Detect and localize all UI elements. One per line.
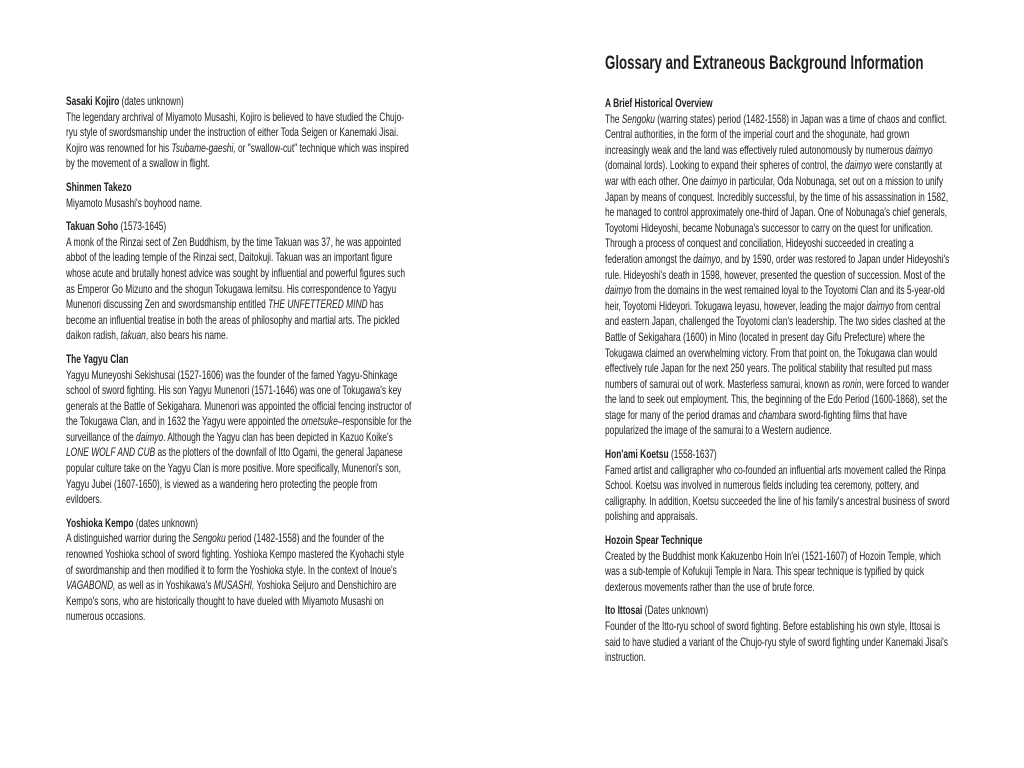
entry-term: Sasaki Kojiro (dates unknown) [66, 94, 184, 108]
entry-term: Hozoin Spear Technique [605, 533, 703, 548]
glossary-entry [66, 516, 412, 625]
entry-term: The Yagyu Clan [66, 351, 129, 366]
right-page-entries [605, 96, 951, 666]
page-title: Glossary and Extraneous Background Information [605, 53, 924, 74]
entry-body: Miyamoto Musashi's boyhood name. [66, 195, 203, 210]
right-page-column [605, 54, 951, 674]
entry-term: Ito Ittosai (Dates unknown) [605, 603, 709, 618]
glossary-entry [66, 219, 412, 344]
entry-body: Famed artist and calligrapher who co-founded an influential arts movement called the Rinpa School. Koetsu was involved in numerous fields including tea ceremony, pottery, and calligraphy. In addition, Koetsu succeeded the line of his family's ancestral business of sword polishing and appraisals. [605, 462, 950, 524]
entry-term: Shinmen Takezo [66, 179, 132, 194]
entry-body: The legendary archrival of Miyamoto Musashi, Kojiro is believed to have studied the Chujo-ryu style of swordsmanship under the instruction of either Toda Seigen or Kanemaki Jisai. Kojiro was renowned for his Tsubame-gaeshi, or "swallow-cut" technique which was inspired by the movement of a swallow in flight. [66, 109, 409, 171]
glossary-entry [66, 352, 412, 508]
entry-term: A Brief Historical Overview [605, 96, 713, 110]
entry-body: A distinguished warrior during the Sengoku period (1482-1558) and the founder of the renowned Yoshioka school of sword fighting. Yoshioka Kempo mastered the Kyohachi style of swordmanship and then modified it to form the Yoshioka style. In the context of Inoue's VAGABOND, as well as in Yoshikawa's MUSASHI, Yoshioka Seijuro and Denshichiro are Kempo's sons, who are historically thought to have dueled with Miyamoto Musashi on numerous occasions. [66, 531, 405, 624]
glossary-entry [605, 533, 951, 595]
glossary-entry [605, 603, 951, 665]
glossary-entry [605, 96, 951, 439]
entry-body: Yagyu Muneyoshi Sekishusai (1527-1606) was the founder of the famed Yagyu-Shinkage school of sword fighting. His son Yagyu Munenori (1571-1646) was one of Tokugawa's key generals at the Battle of Sekigahara. Munenori was appointed the official fencing instructor of the Tokugawa Clan, and in 1632 the Yagyu were appointed the ometsuke–responsible for the surveillance of the daimyo. Although the Yagyu clan has been depicted in Kazuo Koike's LONE WOLF AND CUB as the plotters of the downfall of Itto Ogami, the general Japanese popular culture take on the Yagyu Clan is more positive. More specifically, Munenori's son, Yagyu Jubei (1607-1650), is viewed as a wandering hero protecting the people from evildoers. [66, 367, 412, 507]
glossary-entry [66, 180, 412, 211]
entry-term: Takuan Soho (1573-1645) [66, 219, 167, 234]
glossary-entry [605, 447, 951, 525]
entry-term: Yoshioka Kempo (dates unknown) [66, 515, 198, 530]
entry-body: Founder of the Itto-ryu school of sword fighting. Before establishing his own style, Ittosai is said to have studied a variant of the Chujo-ryu style of sword fighting under Kanemaki Jisai's instruction. [605, 619, 948, 665]
entry-body: The Sengoku (warring states) period (1482-1558) in Japan was a time of chaos and conflict. Central authorities, in the form of the imperial court and the shogunate, had grown increasingly weak and the land was effectively ruled autonomously by numerous daimyo (domainal lords). Looking to expand their spheres of control, the daimyo were constantly at war with each other. One daimyo in particular, Oda Nobunaga, set out on a mission to unify Japan by means of conquest. Incredibly successful, by the time of his assassination in 1582, he managed to control approximately one-third of Japan. One of Nobunaga's chief generals, Toyotomi Hideyoshi, became Nobunaga's successor to carry on the quest for unification. Through a process of conquest and conciliation, Hideyoshi succeeded in creating a federation amongst the daimyo, and by 1590, order was restored to Japan under Hideyoshi's rule. Hideyoshi's death in 1598, however, presented the question of succession. Most of the daimyo from the domains in the west remained loyal to the Toyotomi Clan and its 5-year-old heir, Toyotomi Hideyori. Tokugawa Ieyasu, however, leading the major daimyo from central and eastern Japan, challenged the Toyotomi clan's leadership. The two sides clashed at the Battle of Sekigahara (1600) in Mino (located in present day Gifu Prefecture) where the Tokugawa claimed an overwhelming victory. From that point on, the Tokugawa clan would effectively rule Japan for the next 250 years. The political stability that resulted put mass numbers of samurai out of work. Masterless samurai, known as ronin, were forced to wander the land to seek out employment. This, the beginning of the Edo Period (1600-1868), set the stage for many of the period dramas and chambara sword-fighting films that have popularized the image of the samurai to a Western audience. [605, 111, 950, 438]
entry-body: Created by the Buddhist monk Kakuzenbo Hoin In'ei (1521-1607) of Hozoin Temple, which was a sub-temple of Kofukuji Temple in Nara. This spear technique is typified by quick dexterous movements rather than the use of brute force. [605, 548, 941, 594]
entry-term: Hon'ami Koetsu (1558-1637) [605, 447, 717, 462]
entry-body: A monk of the Rinzai sect of Zen Buddhism, by the time Takuan was 37, he was appointed abbot of the leading temple of the Rinzai sect, Daitokuji. Takuan was an important figure whose acute and brutally honest advice was sought by influential and powerful figures such as Emperor Go Mizuno and the shogun Tokugawa Iemitsu. His correspondence to Yagyu Munenori discussing Zen and swordsmanship entitled THE UNFETTERED MIND has become an influential treatise in both the areas of philosophy and martial arts. The pickled daikon radish, takuan, also bears his name. [66, 234, 406, 343]
left-page-entries [66, 94, 412, 633]
glossary-entry [66, 94, 412, 172]
